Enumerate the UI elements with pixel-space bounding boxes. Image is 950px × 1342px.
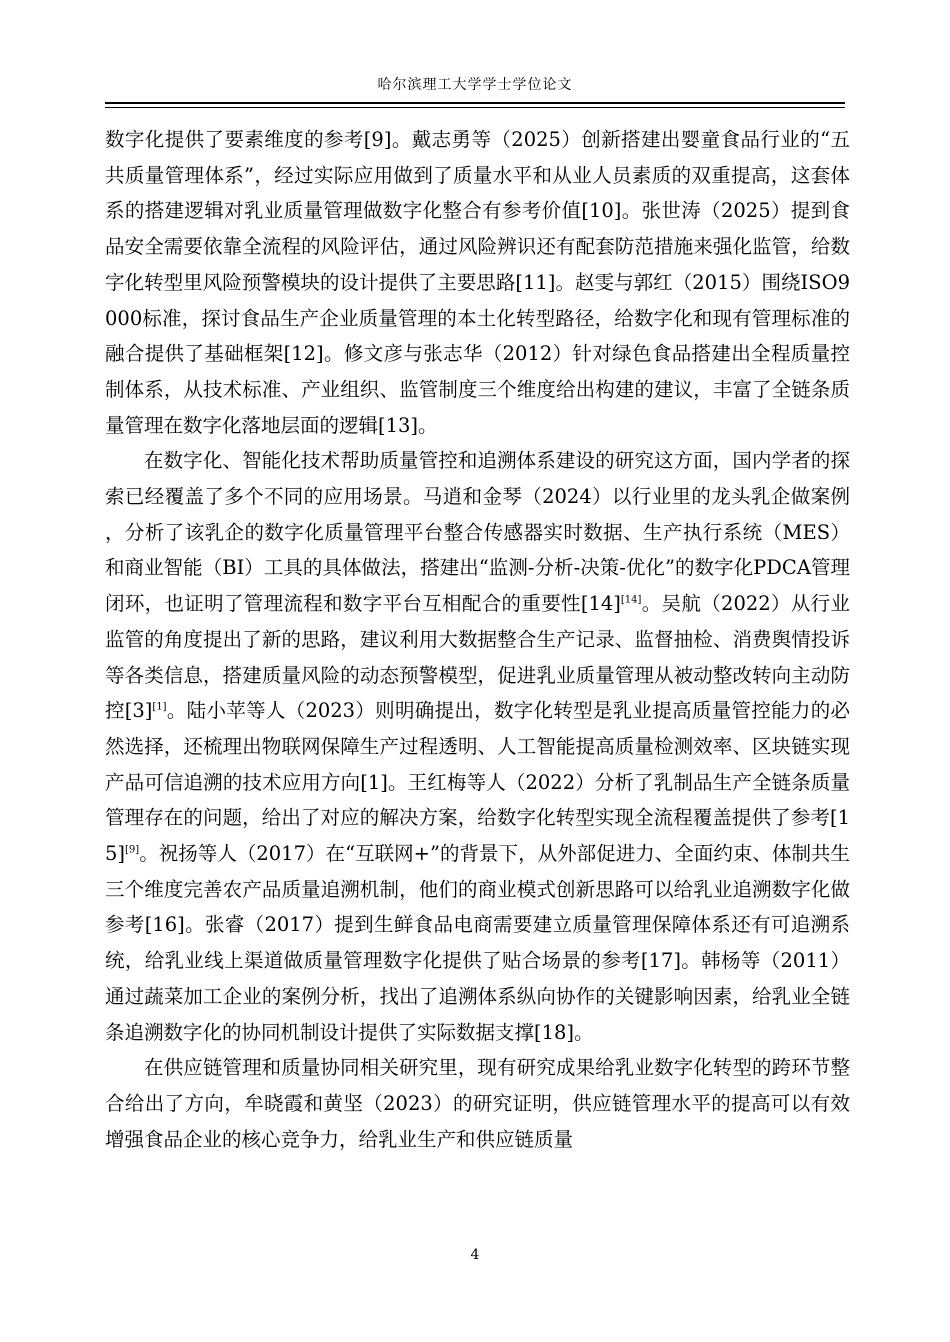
header-rule-thick	[105, 102, 845, 104]
page-number: 4	[470, 1247, 480, 1263]
citation-superscript: [9]	[125, 844, 140, 856]
citation-superscript: [14]	[620, 594, 642, 606]
paragraph-text: 在供应链管理和质量协同相关研究里，现有研究成果给乳业数字化转型的跨环节整合给出了方向，牟晓霞和黄坚（2023）的研究证明，供应链管理水平的提高可以有效增强食品企业的核心竞争力，给乳业生产和供应链质量	[105, 1056, 850, 1151]
header-rule-thin	[105, 107, 845, 108]
body-text	[105, 122, 850, 1157]
paragraph-text: 。祝扬等人（2017）在“互联网+”的背景下，从外部促进力、全面约束、体制共生三个维度完善农产品质量追溯机制，他们的商业模式创新思路可以给乳业追溯数字化做参考[16]。张睿（2017）提到生鲜食品电商需要建立质量管理保障体系还有可追溯系统，给乳业线上渠道做质量管理数字化提供了贴合场景的参考[17]。韩杨等（2011）通过蔬菜加工企业的案例分析，找出了追溯体系纵向协作的关键影响因素，给乳业全链条追溯数字化的协同机制设计提供了实际数据支撑[18]。	[105, 842, 850, 1044]
paragraph	[105, 1050, 850, 1157]
citation-superscript: [1]	[152, 701, 167, 713]
paragraph	[105, 122, 850, 443]
paragraph-text: 。陆小苹等人（2023）则明确提出，数字化转型是乳业提高质量管控能力的必然选择，还梳理出物联网保障生产过程透明、人工智能提高质量检测效率、区块链实现产品可信追溯的技术应用方向[1]。王红梅等人（2022）分析了乳制品生产全链条质量管理存在的问题，给出了对应的解决方案，给数字化转型实现全流程覆盖提供了参考[15]	[105, 699, 850, 866]
paragraph	[105, 443, 850, 1050]
paragraph-text: 数字化提供了要素维度的参考[9]。戴志勇等（2025）创新搭建出婴童食品行业的“五共质量管理体系”，经过实际应用做到了质量水平和从业人员素质的双重提高，这套体系的搭建逻辑对乳业质量管理做数字化整合有参考价值[10]。张世涛（2025）提到食品安全需要依靠全流程的风险评估，通过风险辨识还有配套防范措施来强化监管，给数字化转型里风险预警模块的设计提供了主要思路[11]。赵雯与郭红（2015）围绕ISO9000标准，探讨食品生产企业质量管理的本土化转型路径，给数字化和现有管理标准的融合提供了基础框架[12]。修文彦与张志华（2012）针对绿色食品搭建出全程质量控制体系，从技术标准、产业组织、监管制度三个维度给出构建的建议，丰富了全链条质量管理在数字化落地层面的逻辑[13]。	[105, 128, 850, 437]
thesis-header-title: 哈尔滨理工大学学士学位论文	[377, 77, 573, 93]
paragraph-text: 。吴航（2022）从行业监管的角度提出了新的思路，建议利用大数据整合生产记录、监督抽检、消费舆情投诉等各类信息，搭建质量风险的动态预警模型，促进乳业质量管理从被动整改转向主动防控[3]	[105, 592, 850, 723]
running-header	[105, 75, 845, 95]
paragraph-text: 在数字化、智能化技术帮助质量管控和追溯体系建设的研究这方面，国内学者的探索已经覆盖了多个不同的应用场景。马逍和金琴（2024）以行业里的龙头乳企做案例，分析了该乳企的数字化质量管理平台整合传感器实时数据、生产执行系统（MES）和商业智能（BI）工具的具体做法，搭建出“监测-分析-决策-优化”的数字化PDCA管理闭环，也证明了管理流程和数字平台互相配合的重要性[14]	[105, 449, 850, 616]
